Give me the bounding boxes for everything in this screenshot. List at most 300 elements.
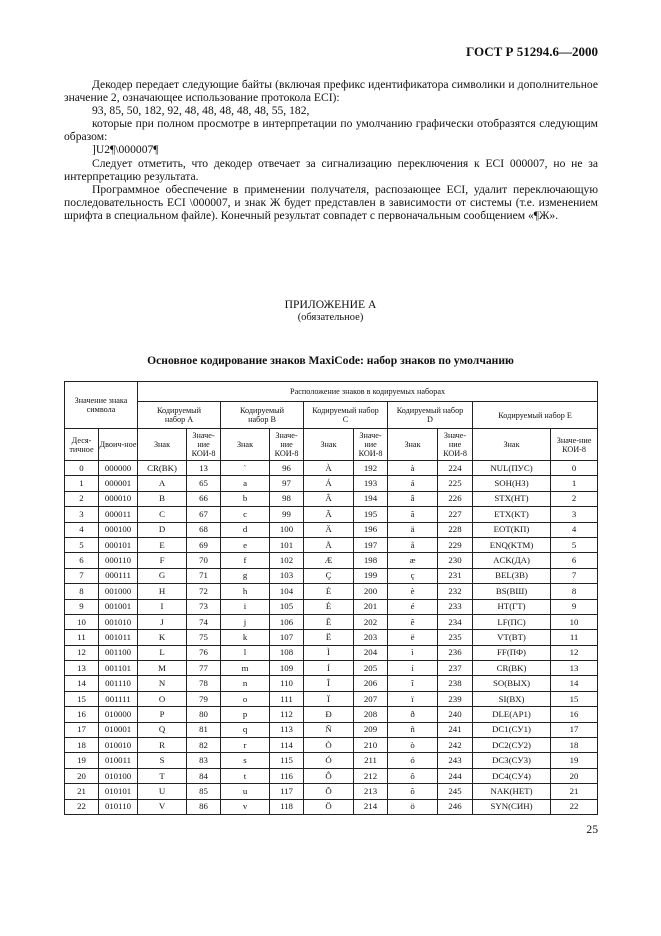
- table-cell: 225: [438, 476, 473, 491]
- table-cell: 241: [438, 722, 473, 737]
- table-row: [65, 507, 598, 522]
- table-cell: é: [388, 599, 438, 614]
- table-title: Основное кодирование знаков MaxiCode: набор знаков по умолчанию: [147, 354, 514, 367]
- table-cell: 12: [551, 645, 598, 660]
- table-cell: s: [221, 753, 270, 768]
- table-cell: `: [221, 461, 270, 476]
- table-cell: k: [221, 630, 270, 645]
- document-header: ГОСТ Р 51294.6—2000: [466, 44, 598, 59]
- table-cell: 18: [65, 738, 99, 753]
- table-cell: F: [138, 553, 187, 568]
- table-cell: Ã: [304, 507, 354, 522]
- table-cell: 211: [354, 753, 388, 768]
- table-row: [65, 553, 598, 568]
- table-cell: 77: [187, 661, 221, 676]
- table-row: [65, 707, 598, 722]
- table-cell: 73: [187, 599, 221, 614]
- table-row: [65, 568, 598, 583]
- table-cell: 19: [65, 753, 99, 768]
- table-cell: SOH(НЗ): [473, 476, 551, 491]
- table-cell: 207: [354, 691, 388, 706]
- table-cell: 67: [187, 507, 221, 522]
- table-cell: i: [221, 599, 270, 614]
- table-cell: 15: [551, 691, 598, 706]
- header-koi: Значе-ние КОИ-8: [551, 429, 598, 461]
- table-cell: Æ: [304, 553, 354, 568]
- table-cell: Q: [138, 722, 187, 737]
- table-cell: N: [138, 676, 187, 691]
- table-cell: 227: [438, 507, 473, 522]
- table-cell: 114: [270, 738, 304, 753]
- table-cell: 82: [187, 738, 221, 753]
- table-cell: è: [388, 584, 438, 599]
- table-cell: 13: [65, 661, 99, 676]
- table-cell: 83: [187, 753, 221, 768]
- table-cell: 97: [270, 476, 304, 491]
- table-cell: 116: [270, 768, 304, 783]
- table-cell: 001000: [99, 584, 138, 599]
- table-cell: 5: [551, 537, 598, 552]
- header-koi: Значе-ние КОИ-8: [354, 429, 388, 461]
- table-cell: 000011: [99, 507, 138, 522]
- table-cell: 70: [187, 553, 221, 568]
- table-cell: 68: [187, 522, 221, 537]
- table-cell: 203: [354, 630, 388, 645]
- table-cell: 5: [65, 537, 99, 552]
- header-sign: Знак: [473, 429, 551, 461]
- table-cell: Ô: [304, 768, 354, 783]
- body-text: [64, 78, 598, 222]
- table-cell: m: [221, 661, 270, 676]
- table-cell: 22: [551, 799, 598, 814]
- table-cell: 229: [438, 537, 473, 552]
- table-cell: 7: [65, 568, 99, 583]
- table-cell: 101: [270, 537, 304, 552]
- table-cell: 118: [270, 799, 304, 814]
- table-cell: 85: [187, 784, 221, 799]
- table-cell: Ï: [304, 691, 354, 706]
- paragraph: Декодер передает следующие байты (включая префикс идентификатора символики и дополнительное значение 2, означающее использование протокола ECI):: [64, 78, 598, 105]
- table-cell: DC3(СУ3): [473, 753, 551, 768]
- table-cell: 81: [187, 722, 221, 737]
- table-cell: 199: [354, 568, 388, 583]
- table-cell: 0: [65, 461, 99, 476]
- table-cell: q: [221, 722, 270, 737]
- table-cell: 001001: [99, 599, 138, 614]
- table-cell: 98: [270, 491, 304, 506]
- table-cell: 11: [65, 630, 99, 645]
- table-cell: 111: [270, 691, 304, 706]
- table-cell: 74: [187, 614, 221, 629]
- table-cell: G: [138, 568, 187, 583]
- table-cell: Ì: [304, 645, 354, 660]
- table-cell: SI(BX): [473, 691, 551, 706]
- table-cell: 76: [187, 645, 221, 660]
- table-cell: DC4(СУ4): [473, 768, 551, 783]
- table-row: [65, 691, 598, 706]
- table-cell: Ð: [304, 707, 354, 722]
- table-cell: U: [138, 784, 187, 799]
- table-cell: 11: [551, 630, 598, 645]
- table-cell: Ñ: [304, 722, 354, 737]
- table-cell: Ó: [304, 753, 354, 768]
- table-cell: æ: [388, 553, 438, 568]
- header-set-c: Кодируемый набор C: [304, 402, 388, 429]
- table-cell: 17: [65, 722, 99, 737]
- table-row: [65, 676, 598, 691]
- table-cell: t: [221, 768, 270, 783]
- table-cell: FF(ПФ): [473, 645, 551, 660]
- table-cell: å: [388, 537, 438, 552]
- table-cell: c: [221, 507, 270, 522]
- table-cell: d: [221, 522, 270, 537]
- table-cell: ñ: [388, 722, 438, 737]
- table-cell: r: [221, 738, 270, 753]
- table-cell: p: [221, 707, 270, 722]
- table-cell: 16: [551, 707, 598, 722]
- table-cell: 65: [187, 476, 221, 491]
- table-cell: I: [138, 599, 187, 614]
- table-cell: 192: [354, 461, 388, 476]
- table-cell: DLE(AP1): [473, 707, 551, 722]
- table-cell: 000110: [99, 553, 138, 568]
- table-cell: VT(ВТ): [473, 630, 551, 645]
- table-cell: 20: [551, 768, 598, 783]
- table-cell: 000010: [99, 491, 138, 506]
- table-cell: 245: [438, 784, 473, 799]
- table-cell: 237: [438, 661, 473, 676]
- table-cell: 6: [65, 553, 99, 568]
- table-cell: J: [138, 614, 187, 629]
- header-set-e: Кодируемый набор E: [473, 402, 598, 429]
- table-cell: HT(ГТ): [473, 599, 551, 614]
- header-sign: Знак: [388, 429, 438, 461]
- table-cell: 001110: [99, 676, 138, 691]
- table-cell: 010011: [99, 753, 138, 768]
- table-cell: 113: [270, 722, 304, 737]
- table-row: [65, 599, 598, 614]
- table-cell: 196: [354, 522, 388, 537]
- table-cell: ç: [388, 568, 438, 583]
- table-cell: 96: [270, 461, 304, 476]
- table-cell: 7: [551, 568, 598, 583]
- header-sign: Знак: [138, 429, 187, 461]
- table-cell: 100: [270, 522, 304, 537]
- table-cell: Ò: [304, 738, 354, 753]
- table-cell: 0: [551, 461, 598, 476]
- table-cell: LF(ПС): [473, 614, 551, 629]
- table-cell: Â: [304, 491, 354, 506]
- table-cell: j: [221, 614, 270, 629]
- table-cell: o: [221, 691, 270, 706]
- table-cell: 19: [551, 753, 598, 768]
- table-cell: 001011: [99, 630, 138, 645]
- table-cell: 4: [65, 522, 99, 537]
- header-sign: Знак: [304, 429, 354, 461]
- table-cell: 4: [551, 522, 598, 537]
- table-cell: 17: [551, 722, 598, 737]
- table-cell: 2: [551, 491, 598, 506]
- table-cell: 212: [354, 768, 388, 783]
- table-body: [65, 461, 598, 815]
- table-cell: 8: [551, 584, 598, 599]
- header-koi: Значе-ние КОИ-8: [187, 429, 221, 461]
- table-cell: 102: [270, 553, 304, 568]
- table-cell: 14: [65, 676, 99, 691]
- table-cell: 243: [438, 753, 473, 768]
- table-cell: ä: [388, 522, 438, 537]
- encoding-table: [64, 381, 598, 815]
- table-cell: h: [221, 584, 270, 599]
- table-cell: 000101: [99, 537, 138, 552]
- table-cell: 109: [270, 661, 304, 676]
- table-row: [65, 491, 598, 506]
- table-cell: CR(BK): [138, 461, 187, 476]
- header-sign: Знак: [221, 429, 270, 461]
- table-cell: STX(НТ): [473, 491, 551, 506]
- table-cell: 213: [354, 784, 388, 799]
- table-cell: 236: [438, 645, 473, 660]
- table-cell: 244: [438, 768, 473, 783]
- table-cell: g: [221, 568, 270, 583]
- table-cell: 010101: [99, 784, 138, 799]
- table-cell: 001111: [99, 691, 138, 706]
- table-cell: Ç: [304, 568, 354, 583]
- table-cell: 2: [65, 491, 99, 506]
- table-cell: 231: [438, 568, 473, 583]
- table-cell: 21: [551, 784, 598, 799]
- table-cell: 193: [354, 476, 388, 491]
- table-cell: ETX(KT): [473, 507, 551, 522]
- table-cell: õ: [388, 784, 438, 799]
- table-cell: 105: [270, 599, 304, 614]
- table-cell: ï: [388, 691, 438, 706]
- table-cell: 209: [354, 722, 388, 737]
- table-cell: 13: [187, 461, 221, 476]
- table-cell: 21: [65, 784, 99, 799]
- table-cell: K: [138, 630, 187, 645]
- table-cell: 198: [354, 553, 388, 568]
- table-cell: 103: [270, 568, 304, 583]
- table-cell: 204: [354, 645, 388, 660]
- table-cell: 15: [65, 691, 99, 706]
- table-cell: Ö: [304, 799, 354, 814]
- table-cell: 86: [187, 799, 221, 814]
- table-row: [65, 722, 598, 737]
- table-cell: 010010: [99, 738, 138, 753]
- table-cell: ò: [388, 738, 438, 753]
- table-row: [65, 738, 598, 753]
- table-cell: 200: [354, 584, 388, 599]
- table-cell: 195: [354, 507, 388, 522]
- table-row: [65, 753, 598, 768]
- table-cell: 1: [551, 476, 598, 491]
- table-cell: 230: [438, 553, 473, 568]
- table-cell: 110: [270, 676, 304, 691]
- table-row: [65, 461, 598, 476]
- table-cell: 010000: [99, 707, 138, 722]
- header-koi: Значе-ние КОИ-8: [270, 429, 304, 461]
- table-cell: H: [138, 584, 187, 599]
- table-cell: 18: [551, 738, 598, 753]
- table-cell: n: [221, 676, 270, 691]
- page-number: 25: [586, 823, 598, 836]
- table-cell: ë: [388, 630, 438, 645]
- table-cell: C: [138, 507, 187, 522]
- table-cell: R: [138, 738, 187, 753]
- header-binary: Двоич-ное: [99, 429, 138, 461]
- table-cell: 232: [438, 584, 473, 599]
- appendix-subtitle: (обязательное): [297, 312, 364, 323]
- table-cell: 14: [551, 676, 598, 691]
- table-cell: 84: [187, 768, 221, 783]
- table-cell: 12: [65, 645, 99, 660]
- table-cell: E: [138, 537, 187, 552]
- table-cell: 104: [270, 584, 304, 599]
- table-cell: 210: [354, 738, 388, 753]
- table-row: [65, 768, 598, 783]
- table-cell: 112: [270, 707, 304, 722]
- table-row: [65, 661, 598, 676]
- table-cell: 20: [65, 768, 99, 783]
- table-cell: SO(ВЫХ): [473, 676, 551, 691]
- table-cell: Î: [304, 676, 354, 691]
- table-cell: Á: [304, 476, 354, 491]
- table-cell: L: [138, 645, 187, 660]
- table-cell: 001010: [99, 614, 138, 629]
- table-cell: NAK(HET): [473, 784, 551, 799]
- table-cell: Å: [304, 537, 354, 552]
- table-cell: à: [388, 461, 438, 476]
- table-cell: 9: [551, 599, 598, 614]
- table-cell: 13: [551, 661, 598, 676]
- table-cell: 010110: [99, 799, 138, 814]
- table-cell: M: [138, 661, 187, 676]
- table-cell: 000111: [99, 568, 138, 583]
- table-row: [65, 522, 598, 537]
- table-cell: B: [138, 491, 187, 506]
- table-cell: S: [138, 753, 187, 768]
- header-set-b: Кодируемый набор B: [221, 402, 304, 429]
- table-cell: V: [138, 799, 187, 814]
- table-cell: SYN(СИН): [473, 799, 551, 814]
- table-cell: 205: [354, 661, 388, 676]
- table-cell: 000000: [99, 461, 138, 476]
- header-koi: Значе-ние КОИ-8: [438, 429, 473, 461]
- table-cell: 239: [438, 691, 473, 706]
- table-cell: 71: [187, 568, 221, 583]
- table-cell: 72: [187, 584, 221, 599]
- table-cell: u: [221, 784, 270, 799]
- table-cell: 16: [65, 707, 99, 722]
- table-cell: Õ: [304, 784, 354, 799]
- header-set-a: Кодируемый набор A: [138, 402, 221, 429]
- table-cell: 3: [551, 507, 598, 522]
- table-cell: DC2(СУ2): [473, 738, 551, 753]
- table-cell: á: [388, 476, 438, 491]
- table-cell: 214: [354, 799, 388, 814]
- table-cell: É: [304, 599, 354, 614]
- table-row: [65, 630, 598, 645]
- table-cell: ACK(ДА): [473, 553, 551, 568]
- table-row: [65, 784, 598, 799]
- table-cell: 1: [65, 476, 99, 491]
- header-symbol-value: Значение знака символа: [65, 382, 138, 429]
- table-cell: 000100: [99, 522, 138, 537]
- table-cell: í: [388, 661, 438, 676]
- table-cell: 208: [354, 707, 388, 722]
- table-cell: 6: [551, 553, 598, 568]
- table-cell: v: [221, 799, 270, 814]
- table-cell: â: [388, 491, 438, 506]
- table-row: [65, 799, 598, 814]
- table-cell: 80: [187, 707, 221, 722]
- table-cell: 001100: [99, 645, 138, 660]
- table-cell: 194: [354, 491, 388, 506]
- table-cell: 197: [354, 537, 388, 552]
- table-cell: 010100: [99, 768, 138, 783]
- table-cell: ê: [388, 614, 438, 629]
- table-cell: NUL(ПУС): [473, 461, 551, 476]
- table-cell: 010001: [99, 722, 138, 737]
- table-cell: 22: [65, 799, 99, 814]
- table-cell: È: [304, 584, 354, 599]
- table-cell: l: [221, 645, 270, 660]
- table-cell: 224: [438, 461, 473, 476]
- table-cell: 69: [187, 537, 221, 552]
- table-cell: 75: [187, 630, 221, 645]
- table-cell: Ê: [304, 614, 354, 629]
- table-cell: 246: [438, 799, 473, 814]
- header-positions: Расположение знаков в кодируемых наборах: [138, 382, 598, 402]
- table-cell: D: [138, 522, 187, 537]
- paragraph: ]U2¶\000007¶: [92, 143, 159, 157]
- table-cell: Ë: [304, 630, 354, 645]
- table-cell: ð: [388, 707, 438, 722]
- table-cell: EOT(KП): [473, 522, 551, 537]
- table-cell: 79: [187, 691, 221, 706]
- header-set-d: Кодируемый набор D: [388, 402, 473, 429]
- table-row: [65, 537, 598, 552]
- table-cell: Í: [304, 661, 354, 676]
- table-cell: 202: [354, 614, 388, 629]
- table-cell: 226: [438, 491, 473, 506]
- table-cell: À: [304, 461, 354, 476]
- table-cell: 107: [270, 630, 304, 645]
- table-cell: 201: [354, 599, 388, 614]
- table-cell: ã: [388, 507, 438, 522]
- table-cell: BS(ВШ): [473, 584, 551, 599]
- table-cell: ENQ(KTM): [473, 537, 551, 552]
- header-decimal: Деся-тичное: [65, 429, 99, 461]
- table-cell: T: [138, 768, 187, 783]
- table-cell: a: [221, 476, 270, 491]
- table-cell: 238: [438, 676, 473, 691]
- table-cell: 233: [438, 599, 473, 614]
- table-cell: P: [138, 707, 187, 722]
- table-row: [65, 645, 598, 660]
- table-cell: 001101: [99, 661, 138, 676]
- appendix-title: ПРИЛОЖЕНИЕ А: [284, 298, 377, 311]
- table-cell: CR(BK): [473, 661, 551, 676]
- table-cell: DC1(СУ1): [473, 722, 551, 737]
- table-cell: b: [221, 491, 270, 506]
- table-cell: A: [138, 476, 187, 491]
- table-cell: 3: [65, 507, 99, 522]
- table-cell: 108: [270, 645, 304, 660]
- table-cell: ó: [388, 753, 438, 768]
- table-cell: 240: [438, 707, 473, 722]
